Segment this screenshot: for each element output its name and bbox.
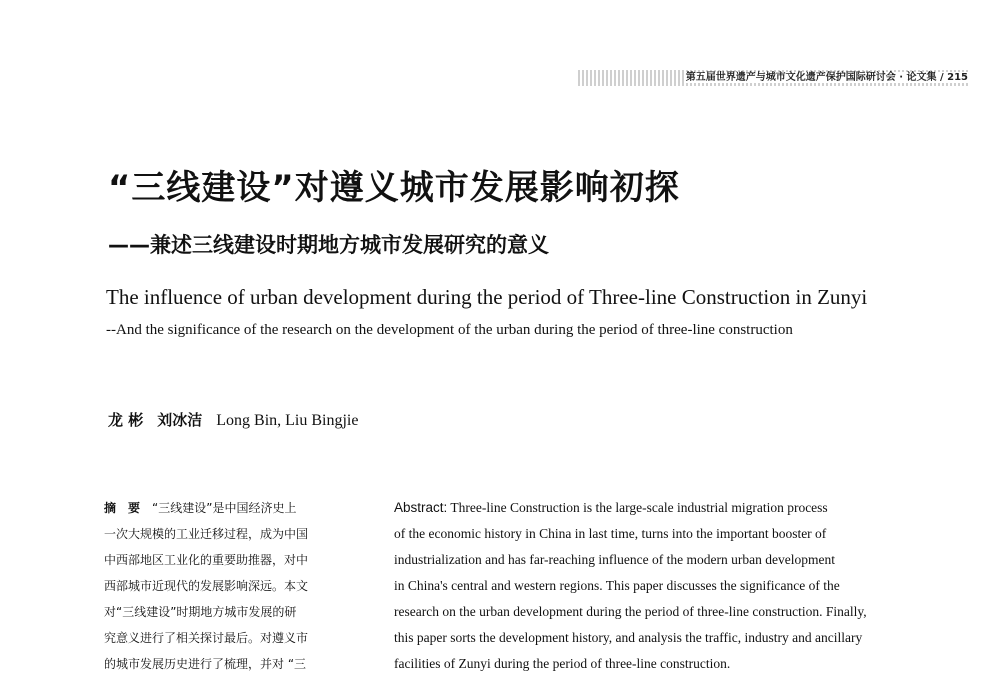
abstract-english-line <box>394 495 942 521</box>
abstract-english-label: Abstract: <box>394 500 448 515</box>
abstract-english-line: industrialization and has far-reaching influence of the modern urban development <box>394 552 835 567</box>
abstract-chinese-line: 究意义进行了相关探讨最后。对遵义市 <box>104 631 309 645</box>
abstract-chinese-line: 的城市发展历史进行了梳理，并对 “三 <box>104 657 307 671</box>
abstract-english-line: research on the urban development during the period of three-line construction. Finally, <box>394 604 867 619</box>
abstract-chinese-line <box>104 495 366 521</box>
paper-title-chinese: “三线建设”对遵义城市发展影响初探 <box>108 168 680 208</box>
abstract-english-line: this paper sorts the development history, and analysis the traffic, industry and ancillary <box>394 630 863 645</box>
running-head-text: 第五届世界遗产与城市文化遗产保护国际研讨会 · 论文集 / 215 <box>685 72 968 83</box>
abstract-chinese-line: 对“三线建设”时期地方城市发展的研 <box>104 605 297 619</box>
paper-subtitle-chinese: ——兼述三线建设时期地方城市发展研究的意义 <box>108 233 549 257</box>
author-1-chinese: 龙 彬 <box>108 411 144 429</box>
abstract-english-line: of the economic history in China in last time, turns into the important booster of <box>394 526 827 541</box>
abstract-english <box>394 495 942 677</box>
abstract-chinese <box>104 495 366 677</box>
abstract-chinese-line: 一次大规模的工业迁移过程，成为中国 <box>104 527 309 541</box>
paper-title-english: The influence of urban development during the period of Three-line Construction in Zunyi <box>106 285 868 309</box>
abstract-chinese-label: 摘 要 <box>104 501 141 515</box>
abstract-chinese-text: “三线建设”是中国经济史上 <box>152 501 297 515</box>
abstract-english-line: in China's central and western regions. This paper discusses the significance of the <box>394 578 840 593</box>
paper-subtitle-english: --And the significance of the research on the development of the urban during the period of three-line construction <box>106 322 793 338</box>
author-2-chinese: 刘冰洁 <box>157 411 203 429</box>
authors-english: Long Bin, Liu Bingjie <box>216 412 359 429</box>
abstract-english-line: facilities of Zunyi during the period of three-line construction. <box>394 656 731 671</box>
abstract-english-text: Three-line Construction is the large-scale industrial migration process <box>447 500 828 515</box>
abstract-chinese-line: 中西部地区工业化的重要助推器，对中 <box>104 553 309 567</box>
running-head <box>578 70 970 86</box>
author-line <box>108 409 358 430</box>
abstract-chinese-line: 西部城市近现代的发展影响深远。本文 <box>104 579 309 593</box>
